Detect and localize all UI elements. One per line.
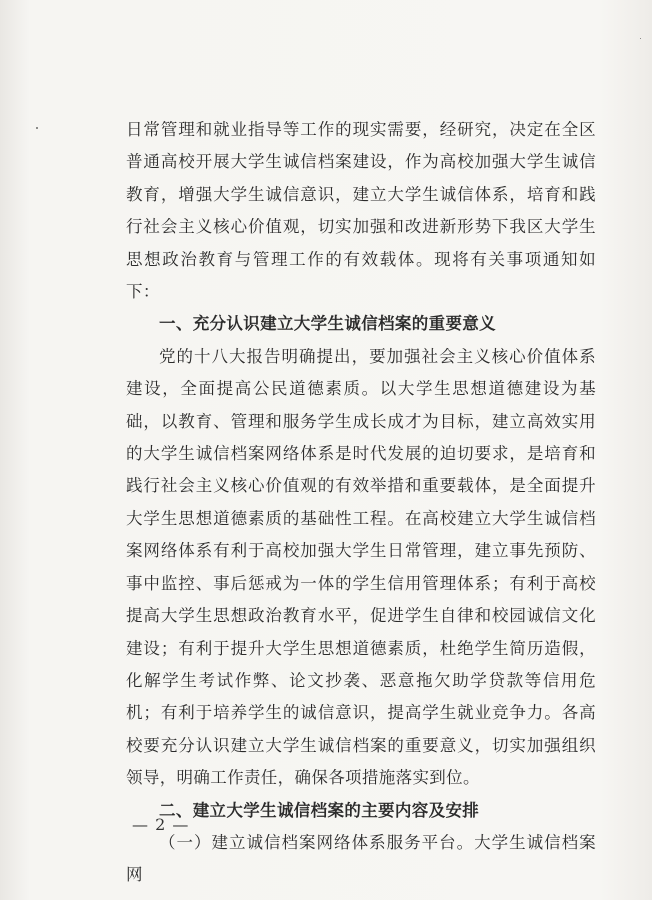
section-heading: 二、建立大学生诚信档案的主要内容及安排 [159, 800, 480, 820]
scan-speck [36, 127, 38, 129]
body-paragraph: （一）建立诚信档案网络体系服务平台。大学生诚信档案网 [126, 832, 596, 885]
page-number: — 2 — [132, 815, 190, 834]
body-paragraph: 日常管理和就业指导等工作的现实需要，经研究，决定在全区普通高校开展大学生诚信档案建设，作为高校加强大学生诚信教育，增强大学生诚信意识，建立大学生诚信体系，培育和践行社会主义核心价值观，切实加强和改进新形势下我区大学生思想政治教育与管理工作的有效载体。现将有关事项通知如下： [126, 120, 596, 302]
document-body [126, 114, 596, 892]
body-paragraph: 党的十八大报告明确提出，要加强社会主义核心价值体系建设，全面提高公民道德素质。以大学生思想道德建设为基础，以教育、管理和服务学生成长成才为目标，建立高效实用的大学生诚信档案网络体系是时代发展的迫切要求，是培育和践行社会主义核心价值观的有效举措和重要载体，是全面提升大学生思想道德素质的基础性工程。在高校建立大学生诚信档案网络体系有利于高校加强大学生日常管理，建立事先预防、事中监控、事后惩戒为一体的学生信用管理体系；有利于高校提高大学生思想政治教育水平，促进学生自律和校园诚信文化建设；有利于提升大学生思想道德素质，杜绝学生简历造假，化解学生考试作弊、论文抄袭、恶意拖欠助学贷款等信用危机；有利于培养学生的诚信意识，提高学生就业竞争力。各高校要充分认识建立大学生诚信档案的重要意义，切实加强组织领导，明确工作责任，确保各项措施落实到位。 [126, 346, 596, 788]
section-heading: 一、充分认识建立大学生诚信档案的重要意义 [159, 314, 496, 334]
scan-speck [640, 38, 641, 39]
